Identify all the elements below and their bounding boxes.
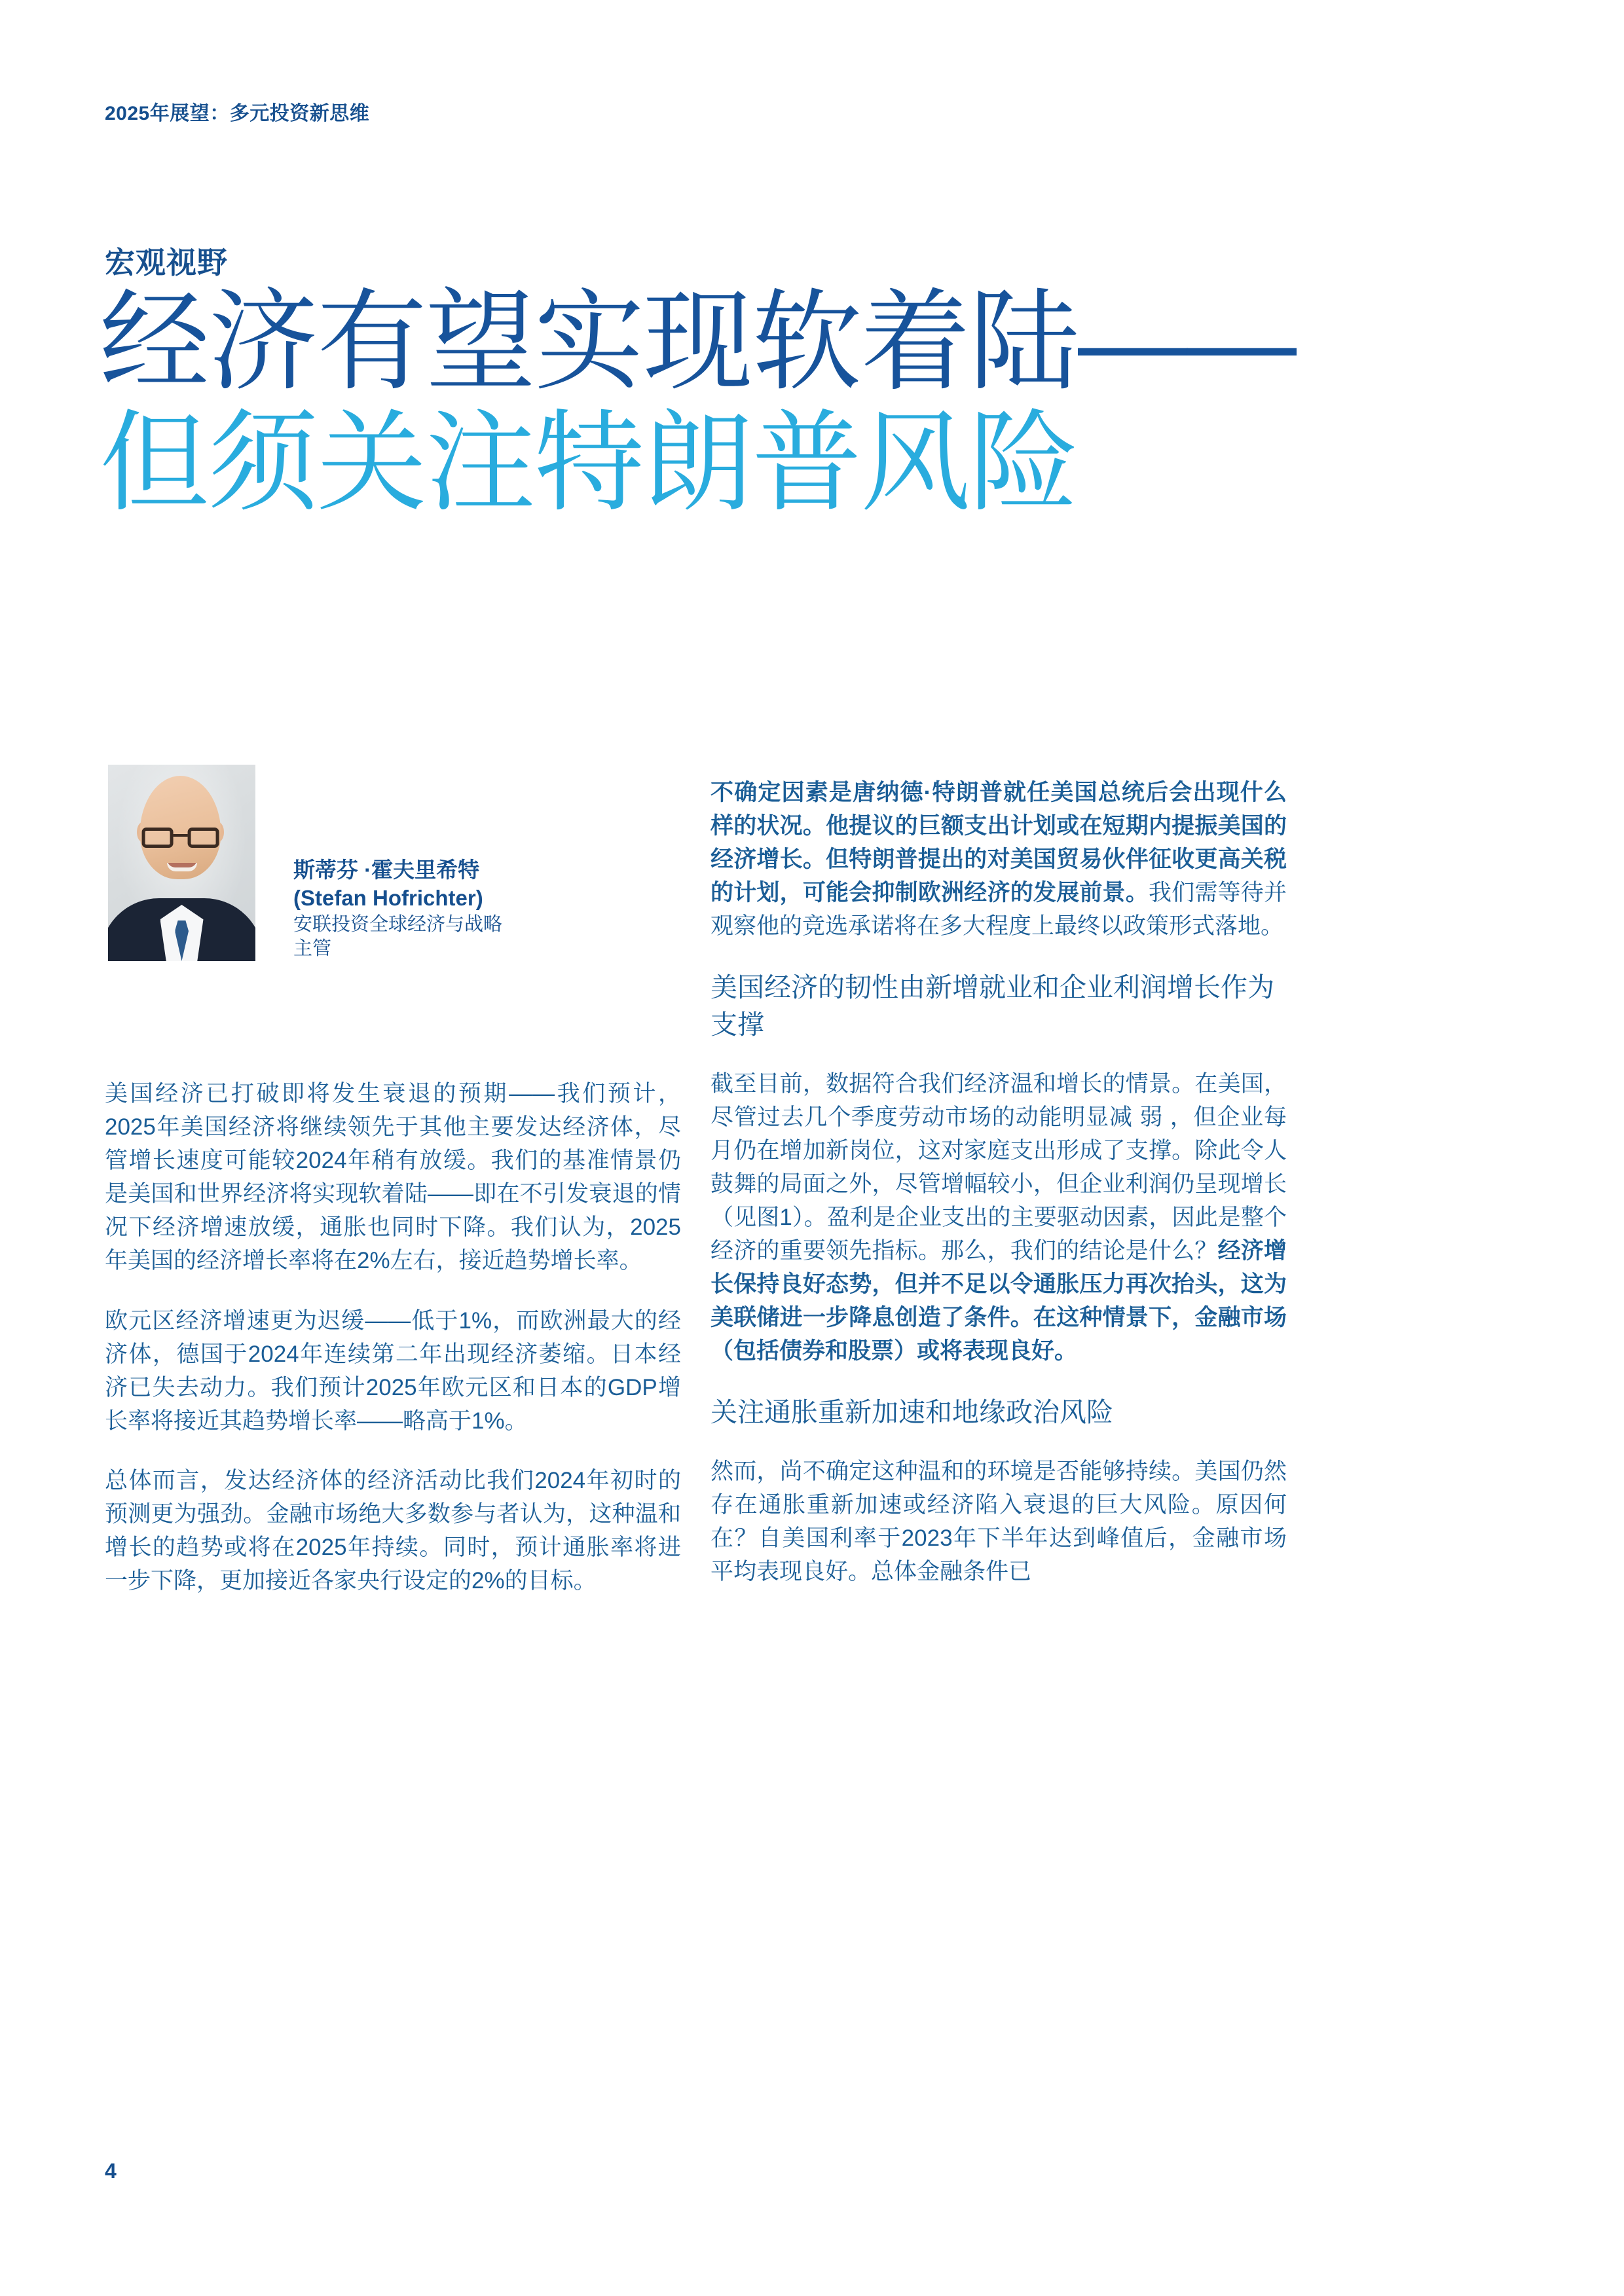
section-kicker: 宏观视野 — [105, 246, 228, 280]
headline-line-1: 经济有望实现软着陆—— — [100, 280, 1295, 403]
running-header: 2025年展望：多元投资新思维 — [105, 103, 370, 124]
headline-line-2: 但须关注特朗普风险 — [100, 401, 1078, 524]
paragraph-right-2: 然而，尚不确定这种温和的环境是否能够持续。美国仍然存在通胀重新加速或经济陷入衰退的巨大风险。原因何在？自美国利率于2023年下半年达到峰值后，金融市场平均表现良好。总体金融条件已 — [710, 1459, 1287, 1585]
paragraph-right-1-bold: 经济增长保持良好态势，但并不足以令通胀压力再次抬头，这为美联储进一步降息创造了条件。在这种情景下，金融市场（包括债券和股票）或将表现良好。 — [710, 1238, 1287, 1364]
portrait-lens-left — [141, 828, 173, 848]
lead-bold-text: 不确定因素是唐纳德·特朗普就任美国总统后会出现什么样的状况。他提议的巨额支出计划或在短期内提振美国的经济增长。但特朗普提出的对美国贸易伙伴征收更高关税的计划，可能会抑制欧洲经济的发展前景。 — [710, 780, 1287, 906]
page-number: 4 — [105, 2159, 117, 2183]
paragraph-left-3: 总体而言，发达经济体的经济活动比我们2024年初时的预测更为强劲。金融市场绝大多数参与者认为，这种温和增长的趋势或将在2025年持续。同时，预计通胀率将进一步下降，更加接近各家央行设定的2%的目标。 — [105, 1467, 681, 1594]
subheading-2: 关注通胀重新加速和地缘政治风险 — [710, 1397, 1113, 1428]
author-block — [108, 765, 684, 962]
paragraph-right-lead — [710, 776, 1287, 943]
page-title — [100, 282, 1579, 524]
paragraph-left-2: 欧元区经济增速更为迟缓——低于1%，而欧洲最大的经济体，德国于2024年连续第二年出现经济萎缩。日本经济已失去动力。我们预计2025年欧元区和日本的GDP增长率将接近其趋势增长率——略高于1%。 — [105, 1307, 681, 1434]
lead-normal-text: 我们需等待并观察他的竞选承诺将在多大程度上最终以政策形式落地。 — [710, 880, 1287, 939]
author-name-cn: 斯蒂芬 ·霍夫里希特 — [293, 858, 480, 882]
paragraph-right-1-normal: 截至目前，数据符合我们经济温和增长的情景。在美国，尽管过去几个季度劳动市场的动能明显减 弱 ，但企业每月仍在增加新岗位，这对家庭支出形成了支撑。除此令人鼓舞的局面之外，尽管增幅较小，但企业利润仍呈现增长（见图1）。盈利是企业支出的主要驱动因素，因此是整个经济的重要领先指标。那么，我们的结论是什么？ — [710, 1070, 1287, 1264]
portrait-glasses — [140, 828, 220, 849]
portrait-mouth — [167, 863, 197, 871]
portrait-glasses-bridge — [173, 834, 187, 837]
body-column-right — [710, 776, 1287, 1588]
author-name-en: (Stefan Hofrichter) — [293, 885, 483, 910]
portrait-lens-right — [187, 828, 219, 848]
subheading-1: 美国经济的韧性由新增就业和企业利润增长作为支撑 — [710, 972, 1274, 1040]
body-column-left — [105, 1077, 681, 1597]
author-portrait-photo — [108, 765, 255, 961]
author-role: 安联投资全球经济与战略主管 — [293, 913, 503, 960]
paragraph-left-1: 美国经济已打破即将发生衰退的预期——我们预计，2025年美国经济将继续领先于其他主要发达经济体，尽管增长速度可能较2024年稍有放缓。我们的基准情景仍是美国和世界经济将实现软着陆——即在不引发衰退的情况下经济增速放缓，通胀也同时下降。我们认为，2025年美国的经济增长率将在2%左右，接近趋势增长率。 — [105, 1081, 681, 1274]
paragraph-right-1 — [710, 1067, 1287, 1368]
author-details — [293, 765, 509, 962]
